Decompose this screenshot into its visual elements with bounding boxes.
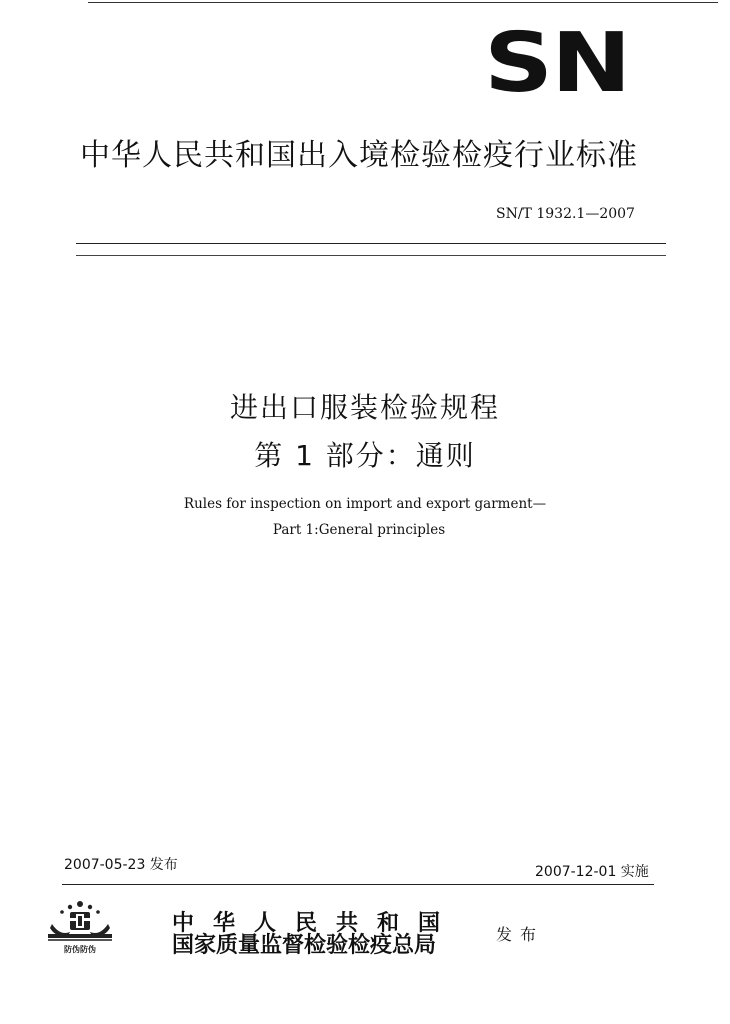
- implement-date: 2007-12-01 实施: [535, 864, 649, 880]
- issuer-line1: 中华人民共和国: [172, 910, 460, 936]
- top-rule: [88, 2, 718, 3]
- issuer-line2: 国家质量监督检验检疫总局: [172, 932, 437, 958]
- anti-counterfeit-emblem-icon: [40, 896, 120, 958]
- standard-code: SN/T 1932.1—2007: [496, 206, 635, 222]
- header-divider-secondary: [76, 255, 666, 256]
- emblem-caption: 防伪防伪: [64, 945, 96, 954]
- sn-logo: SN: [484, 15, 630, 111]
- header-divider: [76, 243, 666, 244]
- title-en-line1: Rules for inspection on import and export garment—: [183, 496, 547, 512]
- issue-label: 发布: [496, 925, 545, 944]
- title-cn-line2: 第 1 部分：通则: [254, 439, 476, 472]
- publish-date: 2007-05-23 发布: [64, 857, 178, 873]
- title-en-line2: Part 1:General principles: [272, 522, 446, 538]
- standard-type: 中华人民共和国出入境检验检疫行业标准: [80, 138, 638, 173]
- title-cn-line1: 进出口服装检验规程: [229, 391, 500, 424]
- footer-divider: [62, 884, 654, 885]
